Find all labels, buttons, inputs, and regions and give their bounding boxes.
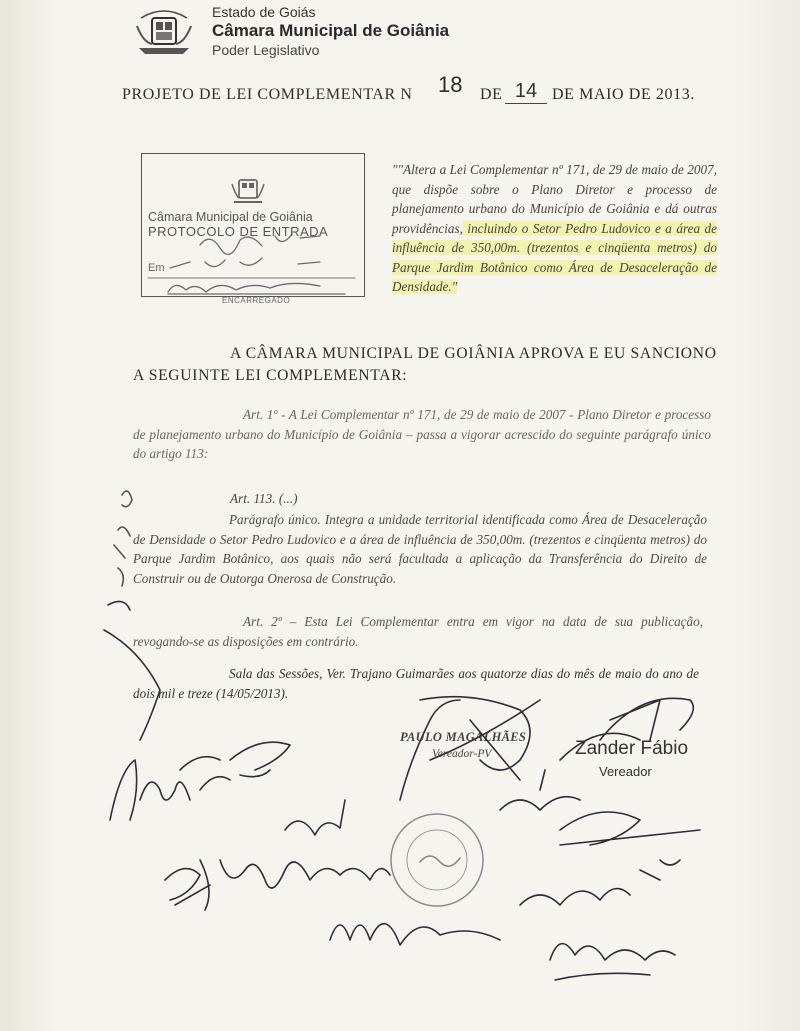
enactment-line-1: A CÂMARA MUNICIPAL DE GOIÂNIA APROVA E EU SANCIONO	[230, 345, 717, 362]
signature-zander	[560, 698, 693, 760]
stamp-handwritten-em	[170, 258, 320, 268]
header-state: Estado de Goiás	[212, 4, 316, 20]
project-day: 14	[505, 80, 547, 104]
project-prefix: PROJETO DE LEI COMPLEMENTAR N	[122, 86, 413, 103]
margin-mark	[104, 601, 160, 740]
margin-mark	[114, 491, 132, 586]
stamp-protocol: PROTOCOLO DE ENTRADA	[148, 224, 329, 239]
signatory-2-name: Zander Fábio	[575, 738, 689, 759]
signature-jorge	[200, 860, 390, 910]
article-2: Art. 2º – Esta Lei Complementar entra em vigor na data de sua publicação, revogando-se as disposições em contrário.	[133, 614, 703, 649]
article-113-heading: Art. 113. (...)	[230, 491, 298, 506]
signatory-1-role: Vereador-PV	[432, 748, 492, 760]
signature-left-3	[165, 869, 210, 905]
header-institution: Câmara Municipal de Goiânia	[212, 21, 450, 40]
project-number: 18	[438, 72, 463, 97]
signature-bottom-right	[550, 944, 675, 980]
ementa-highlighted-text: incluindo o Setor Pedro Ludovico e a área de influência de 350,00m. (trezentos e cinqüenta metros) do Parque Jardim Botânico como Área de Desaceleração de Densidade."	[392, 220, 717, 294]
signature-left-1	[110, 757, 230, 820]
header-branch: Poder Legislativo	[212, 42, 320, 58]
signature-right-1	[500, 770, 580, 810]
stamp-em-label: Em	[148, 262, 165, 274]
stamp-handwritten-sign	[168, 283, 345, 294]
session-closing: Sala das Sessões, Ver. Trajano Guimarães aos quatorze dias do mês de maio do ano de dois mil e treze (14/05/2013).	[133, 666, 699, 701]
signature-right-2	[560, 812, 700, 845]
signature-paulo	[400, 697, 540, 800]
ementa-text: ""Altera a Lei Complementar nº 171, de 29 de maio de 2007, que dispõe sobre o Plano Diretor e processo de planejamento urbano do Município de Goiânia e dá outras providências,	[392, 162, 717, 236]
project-de: DE	[480, 86, 503, 103]
stamp-institution: Câmara Municipal de Goiânia	[148, 210, 313, 224]
article-1: Art. 1º - A Lei Complementar nº 171, de 29 de maio de 2007 - Plano Diretor e processo de planejamento urbano do Município de Goiânia – passa a vigorar acrescido do seguinte parágrafo único do artigo 113:	[133, 407, 711, 461]
enactment-line-2: A SEGUINTE LEI COMPLEMENTAR:	[133, 367, 408, 384]
signature-left-2	[230, 742, 290, 777]
paragrafo-unico: Parágrafo único. Integra a unidade territorial identificada como Área de Desaceleração de Densidade o Setor Pedro Ludovico e a área de influência de 350,00m. (trezentos e cinqüenta metros) do Parque Jardim Botânico, aos quais não será facultada a aplicação da Transferência do Direito de Construir ou de Outorga Onerosa de Construção.	[133, 512, 707, 586]
signature-right-3	[520, 860, 680, 905]
signatory-2-role: Vereador	[599, 764, 652, 779]
stamp-handwritten-date	[200, 234, 320, 254]
signatory-1-name: PAULO MAGALHÃES	[400, 730, 527, 744]
project-month-year: DE MAIO DE 2013.	[552, 86, 695, 103]
stamp-encarregado: ENCARREGADO	[222, 296, 291, 305]
